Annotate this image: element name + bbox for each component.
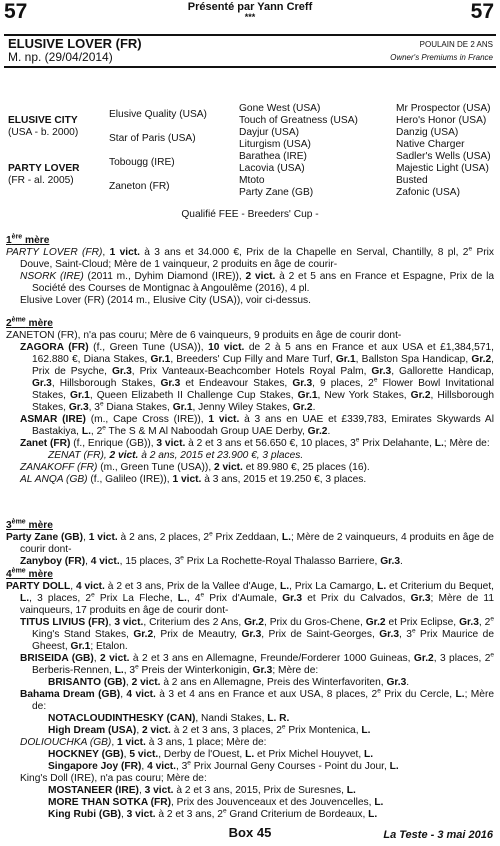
produce-record: ASMAR (IRE) (m., Cape Cross (IRE)), 1 vict. à 3 ans en UAE et £339,783, Emirates Skywards Al Bastakiya, L., 2e The S & M Al Naboodah Group UAE Derby, Gr.2. [20, 414, 494, 437]
consignment: POULAIN DE 2 ANS [419, 40, 493, 49]
grand-produce-record: King Rubi (GB), 3 vict. à 2 et 3 ans, 2e Grand Criterium de Bordeaux, L. [48, 807, 378, 820]
pedigree-gen4: Hero's Honor (USA) [396, 115, 487, 126]
produce-record: Bahama Dream (GB), 4 vict. à 3 et 4 ans en France et aux USA, 8 places, 2e Prix du Cercle, L.; Mère de: [20, 687, 495, 712]
dam-record: ZANETON (FR), n'a pas couru; Mère de 6 vainqueurs, 9 produits en âge de courir dont- [6, 330, 402, 341]
pedigree-gen4: Danzig (USA) [396, 127, 459, 138]
presenter-line: Présenté par Yann Creff [187, 1, 313, 13]
pedigree-gen3: Barathea (IRE) [239, 151, 307, 162]
produce-record: DOLIOUCHKA (GB), 1 vict. à 3 ans, 1 place; Mère de: [20, 737, 267, 748]
pedigree-gen4: Mr Prospector (USA) [396, 103, 491, 114]
first-dam-title: 1ère mère [6, 233, 50, 246]
produce-record: TITUS LIVIUS (FR), 3 vict., Criterium des 2 Ans, Gr.2, Prix du Gros-Chene, Gr.2 et Prix Eclipse, Gr.3, 2e King's Stand Stakes, Gr.2, Prix de Meautry, Gr.3, Prix de Saint-Georges, Gr.3, 3e Prix Maurice de Gheest, Gr.1; Etalon. [20, 615, 494, 652]
pedigree-gen2: Elusive Quality (USA) [109, 109, 207, 120]
grand-produce-record: MORE THAN SOTKA (FR), Prix des Jouvenceaux et des Jouvencelles, L. [48, 797, 384, 808]
fourth-dam-title: 4ème mère [6, 567, 53, 580]
lot-number-left: 57 [4, 0, 28, 23]
pedigree-dam-details: (FR - al. 2005) [8, 175, 74, 186]
stars: *** [244, 12, 256, 22]
produce-record: Elusive Lover (FR) (2014 m., Elusive City (USA)), voir ci-dessus. [20, 295, 311, 306]
produce-record: AL ANQA (GB) (f., Galileo (IRE)), 1 vict. à 3 ans, 2015 et 19.250 €, 3 places. [20, 474, 367, 485]
pedigree-gen2: Tobougg (IRE) [109, 157, 175, 168]
grand-produce-record: Singapore Joy (FR), 4 vict., 3e Prix Journal Geny Courses - Point du Jour, L. [48, 759, 399, 772]
dam-record: PARTY DOLL, 4 vict. à 2 et 3 ans, Prix de la Vallee d'Auge, L., Prix La Camargo, L. et Criterium du Bequet, L., 3 places, 2e Prix La Fleche, L., 4e Prix d'Aumale, Gr.3 et Prix du Calvados, Gr.3; Mère de 11 vainqueurs, 17 produits en âge de courir dont- [6, 581, 495, 616]
premium-note: Owner's Premiums in France [390, 53, 493, 62]
grand-produce-record: HOCKNEY (GB), 5 vict., Derby de l'Ouest, L. et Prix Michel Houyvet, L. [48, 749, 374, 760]
third-dam-title: 3ème mère [6, 518, 53, 531]
produce-record: BRISEIDA (GB), 2 vict. à 2 et 3 ans en Allemagne, Freunde/Forderer 1000 Guineas, Gr.2, 3 places, 2e Berberis-Rennen, L., 3e Preis der Winterkonigin, Gr.3; Mère de: [20, 651, 494, 676]
produce-record: Zanet (FR) (f., Enrique (GB)), 3 vict. à 2 et 3 ans et 56.650 €, 10 places, 3e Prix Delahante, L.; Mère de: [20, 436, 490, 449]
pedigree-gen2: Star of Paris (USA) [109, 133, 196, 144]
grand-produce-record: ZENAT (FR), 2 vict. à 2 ans, 2015 et 23.900 €, 3 places. [48, 450, 304, 461]
pedigree-sire: ELUSIVE CITY [8, 115, 78, 126]
pedigree-gen3: Gone West (USA) [239, 103, 321, 114]
fourth-dam-section [6, 569, 494, 821]
pedigree-gen4: Majestic Light (USA) [396, 163, 489, 174]
third-dam-section [6, 520, 494, 568]
pedigree-gen3: Party Zane (GB) [239, 187, 314, 198]
horse-rule [4, 66, 496, 68]
box-number: Box 45 [228, 825, 272, 840]
pedigree-gen3: Liturgism (USA) [239, 139, 311, 150]
pedigree-gen3: Lacovia (USA) [239, 163, 305, 174]
venue-date: La Teste - 3 mai 2016 [383, 829, 493, 841]
produce-record: ZANAKOFF (FR) (m., Green Tune (USA)), 2 vict. et 89.980 €, 25 places (16). [20, 462, 370, 473]
second-dam-section [6, 318, 494, 486]
dam-record: PARTY LOVER (FR), 1 vict. à 3 ans et 34.000 €, Prix de la Chapelle en Serval, Chantilly, 8 pl, 2e Prix Douve, Saint-Cloud; Mère de 1 vainqueur, 2 produits en âge de courir- [6, 245, 494, 270]
second-dam-title: 2ème mère [6, 316, 53, 329]
pedigree-gen4: Busted [396, 175, 428, 186]
pedigree-gen3: Mtoto [239, 175, 265, 186]
produce-record: King's Doll (IRE), n'a pas couru; Mère de: [20, 773, 207, 784]
pedigree-sire-details: (USA - b. 2000) [8, 127, 79, 138]
produce-record: Zanyboy (FR), 4 vict., 15 places, 3e Prix La Rochette-Royal Thalasso Barriere, Gr.3. [20, 554, 403, 567]
produce-record: NSORK (IRE) (2011 m., Dyhim Diamond (IRE)), 2 vict. à 2 et 5 ans en France et Espagne, Prix de la Société des Courses de Montignac à Angoulême (2016), 4 pl. [20, 271, 494, 294]
dam-record: Party Zane (GB), 1 vict. à 2 ans, 2 places, 2e Prix Zeddaan, L.; Mère de 2 vainqueurs, 4 produits en âge de courir dont- [6, 530, 494, 555]
pedigree-gen4: Zafonic (USA) [396, 187, 460, 198]
grand-produce-record: MOSTANEER (IRE), 3 vict. à 2 et 3 ans, 2015, Prix de Suresnes, L. [48, 785, 356, 796]
produce-record: ZAGORA (FR) (f., Green Tune (USA)), 10 vict. de 2 à 5 ans en France et aux USA et £1,384,571, 162.880 €, Diana Stakes, Gr.1, Breeders' Cup Filly and Mare Turf, Gr.1, Ballston Spa Handicap, Gr.2, Prix de Psyche, Gr.3, Prix Vanteaux-Beachcomber Hotels Royal Palm, Gr.3, Gallorette Handicap, Gr.3, Hillsborough Stakes, Gr.3 et Endeavour Stakes, Gr.3, 9 places, 2e Flower Bowl Invitational Stakes, Gr.1, Queen Elizabeth II Challenge Cup Stakes, Gr.1, New York Stakes, Gr.2, Hillsborough Stakes, Gr.3, 3e Diana Stakes, Gr.1, Jenny Wiley Stakes, Gr.2. [20, 342, 494, 413]
lot-number-right: 57 [470, 0, 494, 23]
pedigree-gen3: Touch of Greatness (USA) [239, 115, 358, 126]
grand-produce-record: NOTACLOUDINTHESKY (CAN), Nandi Stakes, L. R. [48, 713, 290, 724]
qualification: Qualifié FEE - Breeders' Cup - [181, 209, 319, 220]
grand-produce-record: High Dream (USA), 2 vict. à 2 et 3 ans, 3 places, 2e Prix Montenica, L. [48, 723, 371, 736]
grand-produce-record: BRISANTO (GB), 2 vict. à 2 ans en Allemagne, Preis des Winterfavoriten, Gr.3. [48, 677, 410, 688]
pedigree-gen2: Zaneton (FR) [109, 181, 170, 192]
pedigree-gen4: Native Charger [396, 139, 465, 150]
horse-details: M. np. (29/04/2014) [8, 50, 113, 64]
first-dam-section [6, 235, 494, 307]
pedigree-gen3: Dayjur (USA) [239, 127, 300, 138]
pedigree-dam: PARTY LOVER [8, 163, 80, 174]
horse-name: ELUSIVE LOVER (FR) [8, 36, 142, 51]
pedigree-gen4: Sadler's Wells (USA) [396, 151, 491, 162]
